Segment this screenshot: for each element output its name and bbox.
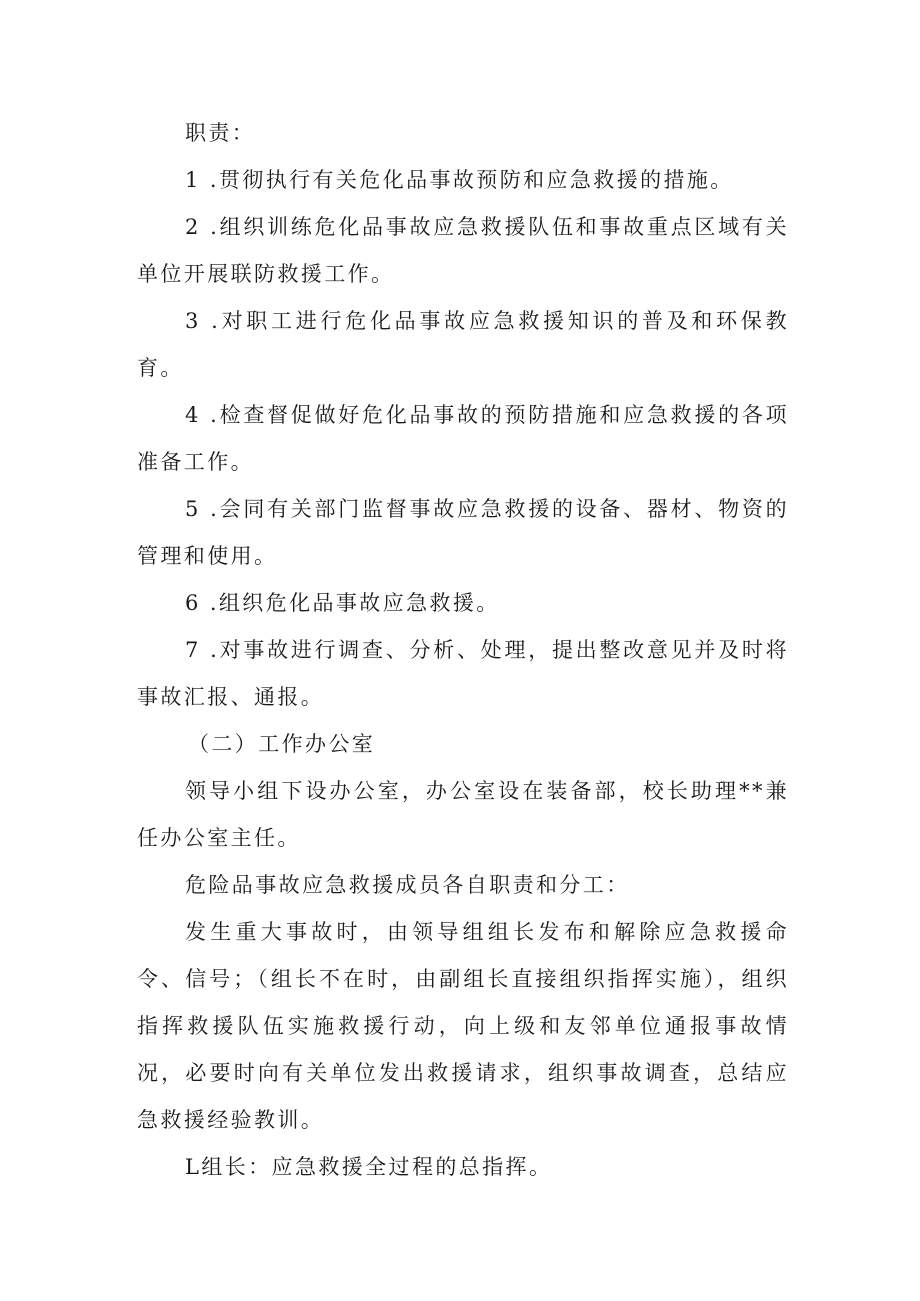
paragraph-item-3: 3 .对职工进行危化品事故应急救援知识的普及和环保教育。 [137, 309, 789, 380]
paragraph-major-accident: 发生重大事故时，由领导组组长发布和解除应急救援命令、信号；（组长不在时，由副组长直接组织指挥实施），组织指挥救援队伍实施救援行动，向上级和友邻单位通报事故情况，必要时向有关单位发出救援请求，组织事故调查，总结应急救援经验教训。 [137, 920, 789, 1132]
paragraph-item-6: 6 .组织危化品事故应急救援。 [185, 591, 500, 615]
paragraph-office-setup: 领导小组下设办公室，办公室设在装备部，校长助理**兼任办公室主任。 [137, 779, 789, 850]
paragraph-team-leader: L组长：应急救援全过程的总指挥。 [185, 1155, 553, 1179]
paragraph-member-duties-intro: 危险品事故应急救援成员各自职责和分工： [185, 873, 630, 897]
paragraph-item-5: 5 .会同有关部门监督事故应急救援的设备、器材、物资的管理和使用。 [137, 497, 789, 568]
paragraph-item-2: 2 .组织训练危化品事故应急救援队伍和事故重点区域有关单位开展联防救援工作。 [137, 215, 789, 286]
paragraph-item-7: 7 .对事故进行调查、分析、处理，提出整改意见并及时将事故汇报、通报。 [137, 638, 789, 709]
document-body [137, 110, 789, 1191]
paragraph-item-1: 1 .贯彻执行有关危化品事故预防和应急救援的措施。 [185, 168, 734, 192]
paragraph-duties-heading: 职责： [185, 121, 256, 145]
paragraph-item-4: 4 .检查督促做好危化品事故的预防措施和应急救援的各项准备工作。 [137, 403, 789, 474]
section-heading-office: （二）工作办公室 [188, 732, 376, 756]
